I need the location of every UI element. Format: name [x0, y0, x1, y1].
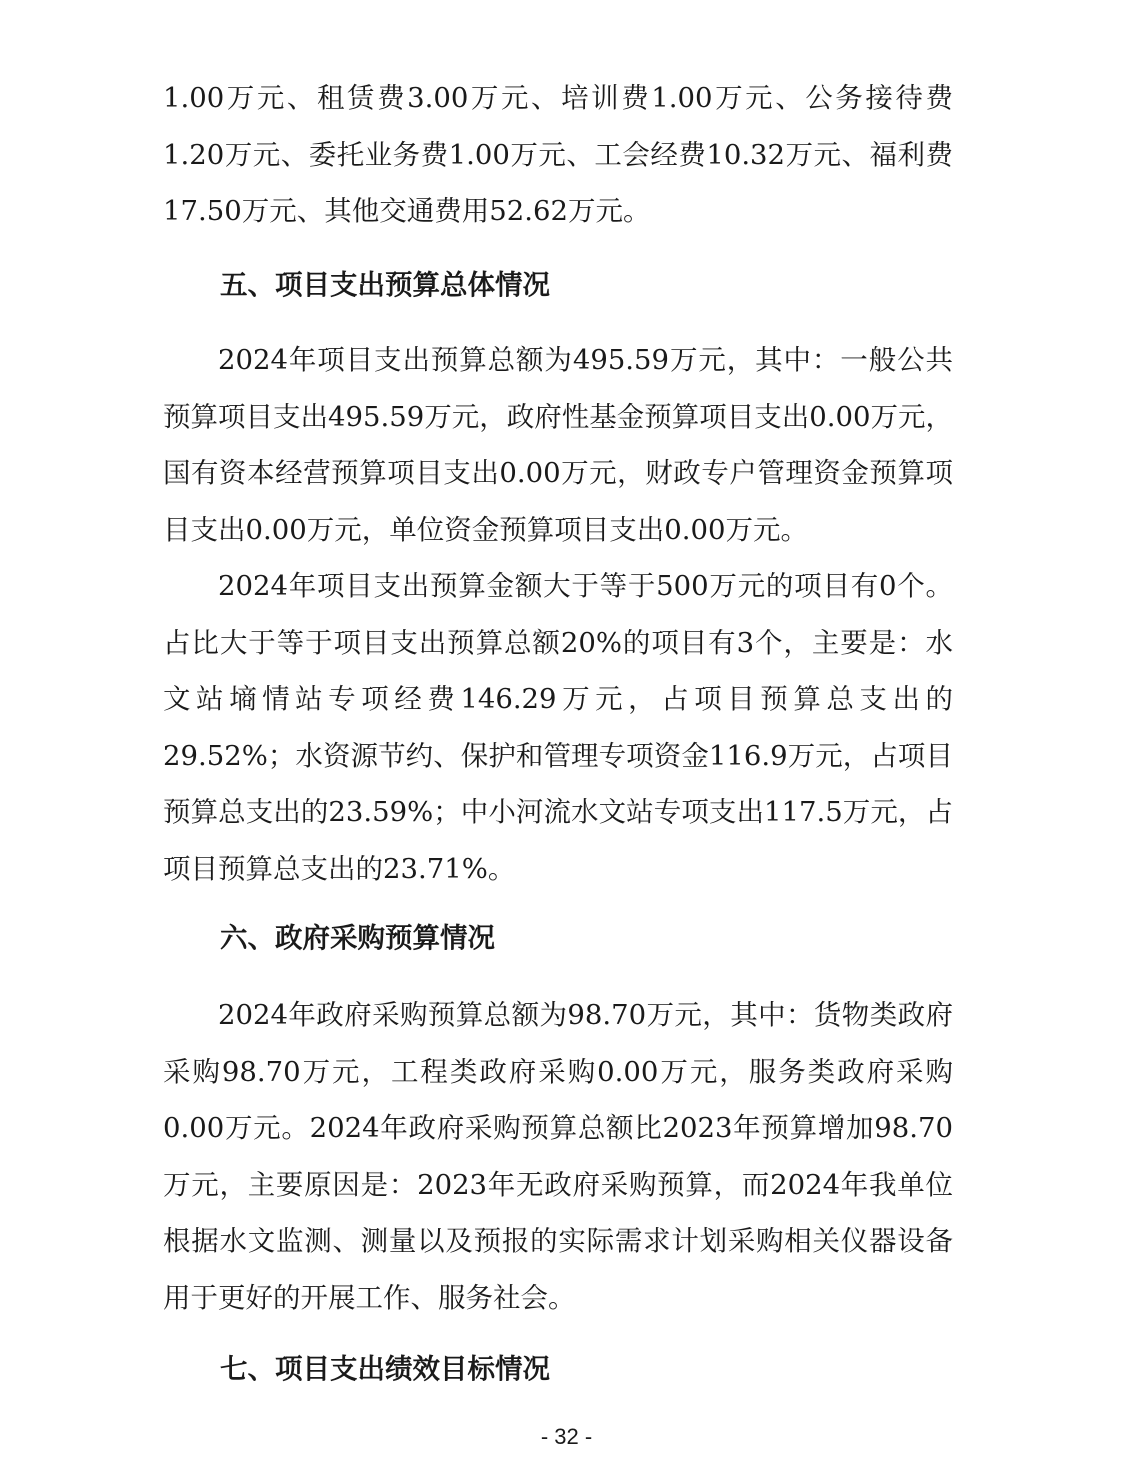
section-5-heading: 五、项目支出预算总体情况 — [220, 269, 550, 301]
section-5-body — [163, 332, 953, 897]
continuation-paragraph: 1.00万元、租赁费3.00万元、培训费1.00万元、公务接待费1.20万元、委托业务费1.00万元、工会经费10.32万元、福利费17.50万元、其他交通费用52.62万元。 — [163, 82, 953, 227]
section-5-paragraph-1: 2024年项目支出预算总额为495.59万元，其中：一般公共预算项目支出495.59万元，政府性基金预算项目支出0.00万元，国有资本经营预算项目支出0.00万元，财政专户管理资金预算项目支出0.00万元，单位资金预算项目支出0.00万元。 — [163, 344, 953, 546]
section-6-paragraph-1: 2024年政府采购预算总额为98.70万元，其中：货物类政府采购98.70万元，工程类政府采购0.00万元，服务类政府采购0.00万元。2024年政府采购预算总额比2023年预算增加98.70万元，主要原因是：2023年无政府采购预算，而2024年我单位根据水文监测、测量以及预报的实际需求计划采购相关仪器设备用于更好的开展工作、服务社会。 — [163, 999, 953, 1314]
page-number: - 32 - — [540, 1424, 593, 1449]
continuation-block — [163, 70, 953, 240]
section-6-body — [163, 987, 953, 1326]
section-6-heading: 六、政府采购预算情况 — [220, 922, 495, 954]
section-5-paragraph-2: 2024年项目支出预算金额大于等于500万元的项目有0个。占比大于等于项目支出预算总额20%的项目有3个，主要是：水文站墒情站专项经费146.29万元，占项目预算总支出的29.52%；水资源节约、保护和管理专项资金116.9万元，占项目预算总支出的23.59%；中小河流水文站专项支出117.5万元，占项目预算总支出的23.71%。 — [163, 570, 953, 885]
section-7-heading: 七、项目支出绩效目标情况 — [220, 1353, 550, 1385]
